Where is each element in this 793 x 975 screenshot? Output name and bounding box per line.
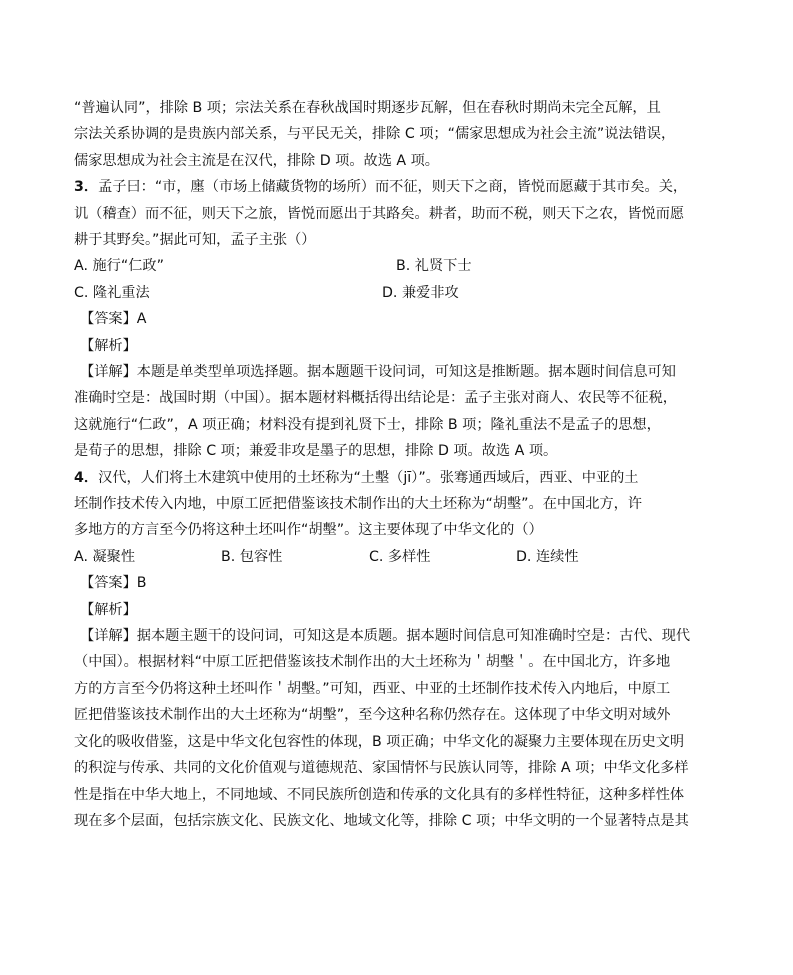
option-b: B. 礼贤下士 <box>396 258 472 275</box>
question-stem-line: 多地方的方言至今仍将这种土坯叫作“胡墼”。这主要体现了中华文化的（） <box>74 522 543 539</box>
option-a: A. 凝聚性 <box>74 548 136 565</box>
question-stem-line <box>74 174 688 200</box>
detail-line: 【详解】据本题主题干的设问词，可知这是本质题。据本题时间信息可知准确时空是：古代、现代 <box>80 628 691 645</box>
detail-line: 性是指在中华大地上，不同地域、不同民族所创造和传承的文化具有的多样性特征，这种多样性体 <box>74 786 685 803</box>
analysis-label: 【解析】 <box>80 601 137 618</box>
stem-text: 孟子曰：“市，廛（市场上储藏货物的场所）而不征，则天下之商，皆悦而愿藏于其市矣。关， <box>98 179 688 196</box>
detail-line: 方的方言至今仍将这种土坯叫作＇胡墼。”可知，西亚、中亚的土坯制作技术传入内地后，中原工 <box>74 680 671 697</box>
answer-label: 【答案】B <box>80 575 147 592</box>
option-row <box>74 280 684 306</box>
question-number: 3． <box>74 179 99 196</box>
document-page <box>74 95 691 834</box>
q2-analysis-tail <box>74 95 684 174</box>
option-d: D. 连续性 <box>516 548 579 565</box>
option-a: A. 施行“仁政” <box>74 258 164 275</box>
question-stem-line: 讥（稽查）而不征，则天下之旅，皆悦而愿出于其路矣。耕者，助而不税，则天下之农，皆悦而愿 <box>74 205 685 222</box>
text-line: 宗法关系协调的是贵族内部关系，与平民无关，排除 C 项；“儒家思想成为社会主流”说法错误， <box>74 126 676 143</box>
question-3 <box>74 174 688 464</box>
option-c: C. 多样性 <box>369 548 431 565</box>
detail-line: 【详解】本题是单类型单项选择题。据本题题干设问词，可知这是推断题。据本题时间信息可知 <box>80 364 676 381</box>
stem-text: 汉代，人们将土木建筑中使用的土坯称为“土墼（jī）”。张骞通西域后，西亚、中亚的土 <box>98 469 639 486</box>
detail-line: 文化的吸收借鉴，这是中华文化包容性的体现，B 项正确；中华文化的凝聚力主要体现在历史文明 <box>74 733 685 750</box>
option-c: C. 隆礼重法 <box>74 284 150 301</box>
analysis-label: 【解析】 <box>80 337 137 354</box>
option-b: B. 包容性 <box>221 548 283 565</box>
text-line: “普遍认同”，排除 B 项；宗法关系在春秋战国时期逐步瓦解，但在春秋时期尚未完全瓦解，且 <box>74 100 661 116</box>
option-d: D. 兼爱非攻 <box>382 284 459 301</box>
question-stem-line <box>74 465 684 491</box>
detail-line: 现在多个层面，包括宗族文化、民族文化、地域文化等，排除 C 项；中华文明的一个显著特点是其 <box>74 812 689 829</box>
option-row <box>74 253 684 279</box>
detail-line: 的积淀与传承、共同的文化价值观与道德规范、家国情怀与民族认同等，排除 A 项；中华文化多样 <box>74 760 689 777</box>
detail-line: 是荀子的思想，排除 C 项；兼爱非攻是墨子的思想，排除 D 项。故选 A 项。 <box>74 443 558 460</box>
question-4 <box>74 465 691 835</box>
detail-line: 匠把借鉴该技术制作出的大土坯称为“胡墼”，至今这种名称仍然存在。这体现了中华文明对域外 <box>74 707 671 724</box>
answer-label: 【答案】A <box>80 311 147 328</box>
text-line: 儒家思想成为社会主流是在汉代，排除 D 项。故选 A 项。 <box>74 152 439 169</box>
detail-line: 准确时空是：战国时期（中国）。据本题材料概括得出结论是：孟子主张对商人、农民等不征税， <box>74 390 677 407</box>
option-row <box>74 544 684 570</box>
detail-line: 这就施行“仁政”，A 项正确；材料没有提到礼贤下士，排除 B 项；隆礼重法不是孟子的思想， <box>74 416 661 433</box>
question-stem-line: 坯制作技术传入内地，中原工匠把借鉴该技术制作出的大土坯称为“胡墼”。在中国北方，许 <box>74 496 643 513</box>
question-number: 4． <box>74 469 99 486</box>
detail-line: （中国）。根据材料“中原工匠把借鉴该技术制作出的大土坯称为＇胡墼＇。在中国北方，许多地 <box>74 654 671 671</box>
question-stem-line: 耕于其野矣。”据此可知，孟子主张（） <box>74 232 316 249</box>
